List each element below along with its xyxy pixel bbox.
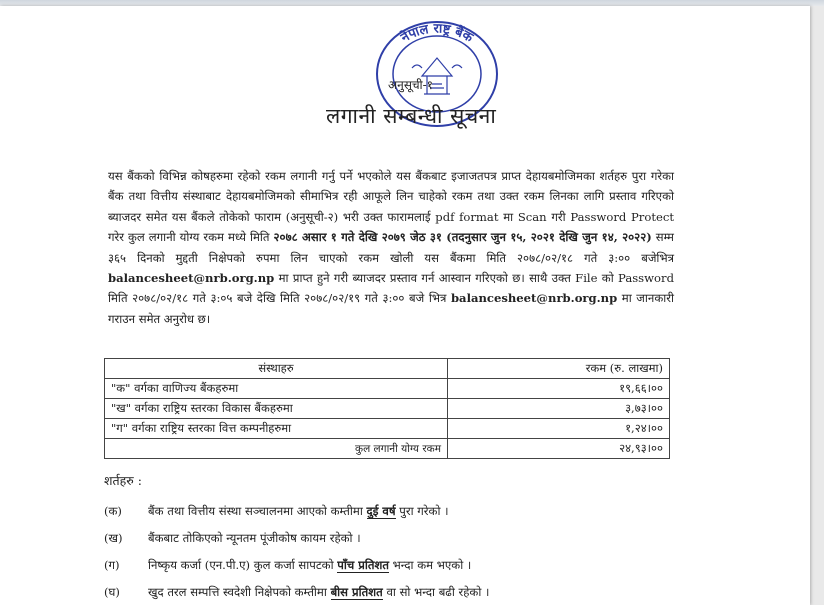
condition-text-end: भन्दा कम भएको । bbox=[388, 558, 472, 572]
row-amount: १९,६६।०० bbox=[448, 379, 670, 399]
table-row bbox=[105, 379, 670, 399]
condition-text: खुद तरल सम्पत्ति स्वदेशी निक्षेपको कम्तीमा bbox=[148, 585, 331, 599]
notice-title: लगानी सम्बन्धी सूचना bbox=[326, 104, 497, 128]
condition-emphasis: बीस प्रतिशत bbox=[330, 585, 383, 599]
deposit-period: २०७८ असार १ गते देखि २०७९ जेठ ३१ (तदनुसार जुन १५, २०२१ देखि जुन १४, २०२२) bbox=[273, 230, 652, 245]
paragraph-part-4: मा जानकारी गराउन समेत अनुरोध छ। bbox=[108, 291, 674, 326]
condition-text: बैंकबाट तोकिएको न्यूनतम पूंजीकोष कायम रहेको । bbox=[148, 531, 361, 545]
table-row bbox=[105, 399, 670, 419]
row-amount: १,२४।०० bbox=[448, 419, 670, 439]
condition-item bbox=[104, 531, 361, 546]
document-page bbox=[0, 6, 810, 605]
total-label: कुल लगानी योग्य रकम bbox=[105, 439, 448, 459]
table-total-row bbox=[105, 439, 670, 459]
condition-text-end: पुरा गरेको । bbox=[395, 504, 449, 518]
password-email: balancesheet@nrb.org.np bbox=[450, 291, 618, 306]
condition-mark: (ख) bbox=[104, 531, 123, 545]
row-institution: "क" वर्गका वाणिज्य बैंकहरुमा bbox=[105, 379, 448, 399]
row-institution: "ग" वर्गका राष्ट्रिय स्तरका वित्त कम्पनीहरुमा bbox=[105, 419, 448, 439]
paragraph-part-2: सम्म ३६५ दिनको मुद्दती निक्षेपको रुपमा लिन चाएको रकम खोली यस बैंकमा मिति २०७८/०२/१८ गते ३:०० बजेभित्र bbox=[108, 230, 674, 265]
seal-text: नेपाल राष्ट्र बैंक bbox=[398, 21, 476, 46]
condition-item bbox=[104, 504, 449, 519]
condition-text: निष्कृय कर्जा (एन.पी.ए) कुल कर्जा सापटको bbox=[148, 558, 338, 572]
condition-item bbox=[104, 558, 471, 573]
conditions-heading: शर्तहरु : bbox=[104, 473, 142, 488]
header-amount: रकम (रु. लाखमा) bbox=[448, 359, 670, 379]
header-institutions: संस्थाहरु bbox=[105, 359, 448, 379]
paragraph-part-1: यस बैंकको विभिन्न कोषहरुमा रहेको रकम लगानी गर्नु पर्ने भएकोले यस बैंकबाट इजाजतपत्र प्राप्त देहायबमोजिमका शर्तहरु पुरा गरेका बैंक तथा वित्तीय संस्थाबाट देहायबमोजिमको सीमाभित्र रही आफूले लिन चाहेको रकम तथा उक्त रकम लिनका लागि प्रस्ताव गरिएको ब्याजदर समेत यस बैंकले तोकेको फाराम (अनुसूची-२) भरी उक्त फारामलाई pdf format मा Scan गरी Password Protect गरेर कुल लगानी योग्य रकम मध्ये मिति bbox=[108, 169, 674, 245]
condition-mark: (घ) bbox=[104, 585, 120, 599]
condition-text: बैंक तथा वित्तीय संस्था सञ्चालनमा आएको कम्तीमा bbox=[148, 504, 367, 518]
condition-text-end: वा सो भन्दा बढी रहेको । bbox=[382, 585, 490, 599]
total-amount: २४,९३।०० bbox=[448, 439, 670, 459]
condition-emphasis: पाँच प्रतिशत bbox=[337, 558, 389, 572]
svg-text:नेपाल राष्ट्र बैंक bbox=[397, 22, 476, 47]
row-institution: "ख" वर्गका राष्ट्रिय स्तरका विकास बैंकहरुमा bbox=[105, 399, 448, 419]
table-row bbox=[105, 419, 670, 439]
notice-paragraph bbox=[108, 166, 674, 329]
annex-label: अनुसूची-१ bbox=[388, 78, 433, 92]
submission-email: balancesheet@nrb.org.np bbox=[108, 271, 275, 286]
allocation-table bbox=[104, 358, 670, 459]
condition-item bbox=[104, 585, 489, 600]
condition-mark: (क) bbox=[104, 504, 122, 518]
row-amount: ३,७३।०० bbox=[448, 399, 670, 419]
condition-mark: (ग) bbox=[104, 558, 120, 572]
paragraph-part-3: मा प्राप्त हुने गरी ब्याजदर प्रस्ताव गर्न आस्वान गरिएको छ। साथै उक्त File को Password मिति २०७८/०२/१८ गते ३:०५ बजे देखि मिति २०७८/०२/१९ गते ३:०० बजे भित्र bbox=[108, 271, 674, 306]
condition-emphasis: दुई वर्ष bbox=[366, 504, 396, 518]
table-header-row bbox=[105, 359, 670, 379]
